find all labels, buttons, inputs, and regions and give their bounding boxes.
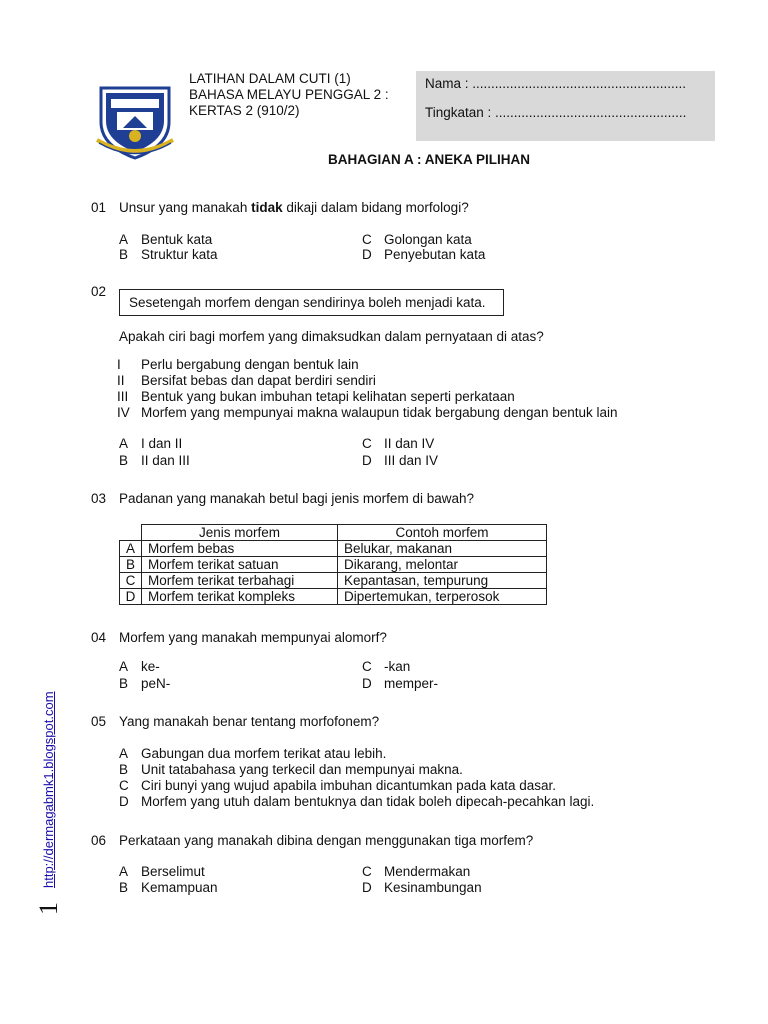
q1-option-a-letter: A — [119, 232, 129, 247]
q1-text-before: Unsur yang manakah — [119, 200, 252, 215]
q4-option-a: ke- — [141, 659, 160, 674]
title-line-2: BAHASA MELAYU PENGGAL 2 : — [189, 87, 389, 102]
table-row-letter: B — [120, 557, 142, 573]
q5-option-b-letter: B — [119, 762, 129, 777]
q2-option-b-letter: B — [119, 453, 129, 468]
table-header-contoh: Contoh morfem — [338, 525, 547, 541]
page-number: 1 — [34, 902, 63, 915]
q1-option-b: Struktur kata — [141, 247, 218, 262]
q2-number: 02 — [91, 284, 107, 299]
table-cell-jenis: Morfem terikat terbahagi — [142, 573, 338, 589]
q6-option-c: Mendermakan — [384, 864, 471, 879]
q3-text: Padanan yang manakah betul bagi jenis morfem di bawah? — [119, 491, 474, 506]
q5-option-c: Ciri bunyi yang wujud apabila imbuhan dicantumkan pada kata dasar. — [141, 778, 557, 793]
q1-text-after: dikaji dalam bidang morfologi? — [282, 200, 469, 215]
q5-option-d: Morfem yang utuh dalam bentuknya dan tidak boleh dipecah-pecahkan lagi. — [141, 794, 595, 809]
q6-option-d-letter: D — [362, 880, 372, 895]
q2-statement-3-numeral: III — [117, 389, 129, 404]
q6-option-b: Kemampuan — [141, 880, 218, 895]
q1-option-d: Penyebutan kata — [384, 247, 486, 262]
q6-option-c-letter: C — [362, 864, 372, 879]
q1-text — [119, 200, 469, 216]
q4-option-d: memper- — [384, 676, 439, 691]
q2-statement-2: Bersifat bebas dan dapat berdiri sendiri — [141, 373, 376, 388]
table-header-blank — [120, 525, 142, 541]
q5-option-b: Unit tatabahasa yang terkecil dan mempunyai makna. — [141, 762, 463, 777]
q6-text: Perkataan yang manakah dibina dengan menggunakan tiga morfem? — [119, 833, 534, 848]
table-cell-contoh: Belukar, makanan — [338, 541, 547, 557]
q2-option-a: I dan II — [141, 436, 183, 451]
class-field[interactable]: Tingkatan : ................................................... — [425, 105, 687, 120]
q1-option-b-letter: B — [119, 247, 129, 262]
q2-option-d: III dan IV — [384, 453, 439, 468]
student-info-box — [416, 71, 715, 141]
q2-statement-1-numeral: I — [117, 357, 121, 372]
q2-quote: Sesetengah morfem dengan sendirinya boleh menjadi kata. — [129, 295, 486, 310]
q4-option-d-letter: D — [362, 676, 372, 691]
school-crest-icon — [95, 80, 175, 160]
q2-option-c: II dan IV — [384, 436, 435, 451]
q2-quote-box — [119, 289, 504, 316]
q2-statement-2-numeral: II — [117, 373, 125, 388]
q2-statement-4: Morfem yang mempunyai makna walaupun tidak bergabung dengan bentuk lain — [141, 405, 618, 420]
q4-option-a-letter: A — [119, 659, 129, 674]
q4-option-c: -kan — [384, 659, 411, 674]
section-title: BAHAGIAN A : ANEKA PILIHAN — [328, 152, 530, 167]
q2-option-d-letter: D — [362, 453, 372, 468]
table-cell-contoh: Kepantasan, tempurung — [338, 573, 547, 589]
name-field[interactable]: Nama : ......................................................... — [425, 76, 687, 91]
q3-number: 03 — [91, 491, 107, 506]
table-header-row — [120, 525, 547, 541]
q6-option-b-letter: B — [119, 880, 129, 895]
q4-option-b: peN- — [141, 676, 171, 691]
q5-text: Yang manakah benar tentang morfofonem? — [119, 714, 380, 729]
table-row — [120, 589, 547, 605]
q1-number: 01 — [91, 200, 107, 215]
title-line-1: LATIHAN DALAM CUTI (1) — [189, 71, 351, 86]
q2-statement-3: Bentuk yang bukan imbuhan tetapi kelihatan seperti perkataan — [141, 389, 515, 404]
q1-option-d-letter: D — [362, 247, 372, 262]
blog-link[interactable]: http://dermagabmk1.blogspot.com — [41, 691, 56, 888]
q5-number: 05 — [91, 714, 107, 729]
q4-number: 04 — [91, 630, 107, 645]
q6-number: 06 — [91, 833, 107, 848]
table-cell-contoh: Dipertemukan, terperosok — [338, 589, 547, 605]
q5-option-a-letter: A — [119, 746, 129, 761]
table-row — [120, 541, 547, 557]
q5-option-d-letter: D — [119, 794, 129, 809]
table-cell-contoh: Dikarang, melontar — [338, 557, 547, 573]
q1-text-bold: tidak — [251, 200, 283, 215]
morfem-table — [119, 524, 547, 605]
q4-option-b-letter: B — [119, 676, 129, 691]
q4-option-c-letter: C — [362, 659, 372, 674]
table-row-letter: C — [120, 573, 142, 589]
table-header-jenis: Jenis morfem — [142, 525, 338, 541]
title-line-3: KERTAS 2 (910/2) — [189, 103, 300, 118]
q2-statement-4-numeral: IV — [117, 405, 130, 420]
q6-option-a: Berselimut — [141, 864, 205, 879]
table-cell-jenis: Morfem terikat satuan — [142, 557, 338, 573]
q2-question: Apakah ciri bagi morfem yang dimaksudkan dalam pernyataan di atas? — [119, 329, 544, 344]
q2-option-a-letter: A — [119, 436, 129, 451]
q1-option-c-letter: C — [362, 232, 372, 247]
table-row-letter: A — [120, 541, 142, 557]
q6-option-d: Kesinambungan — [384, 880, 482, 895]
table-row — [120, 557, 547, 573]
q1-option-c: Golongan kata — [384, 232, 472, 247]
q2-option-c-letter: C — [362, 436, 372, 451]
q5-option-c-letter: C — [119, 778, 129, 793]
table-cell-jenis: Morfem terikat kompleks — [142, 589, 338, 605]
table-cell-jenis: Morfem bebas — [142, 541, 338, 557]
table-row-letter: D — [120, 589, 142, 605]
q1-option-a: Bentuk kata — [141, 232, 213, 247]
table-row — [120, 573, 547, 589]
q2-statement-1: Perlu bergabung dengan bentuk lain — [141, 357, 359, 372]
q6-option-a-letter: A — [119, 864, 129, 879]
worksheet-title — [189, 71, 389, 119]
q4-text: Morfem yang manakah mempunyai alomorf? — [119, 630, 387, 645]
q5-option-a: Gabungan dua morfem terikat atau lebih. — [141, 746, 387, 761]
q2-option-b: II dan III — [141, 453, 190, 468]
